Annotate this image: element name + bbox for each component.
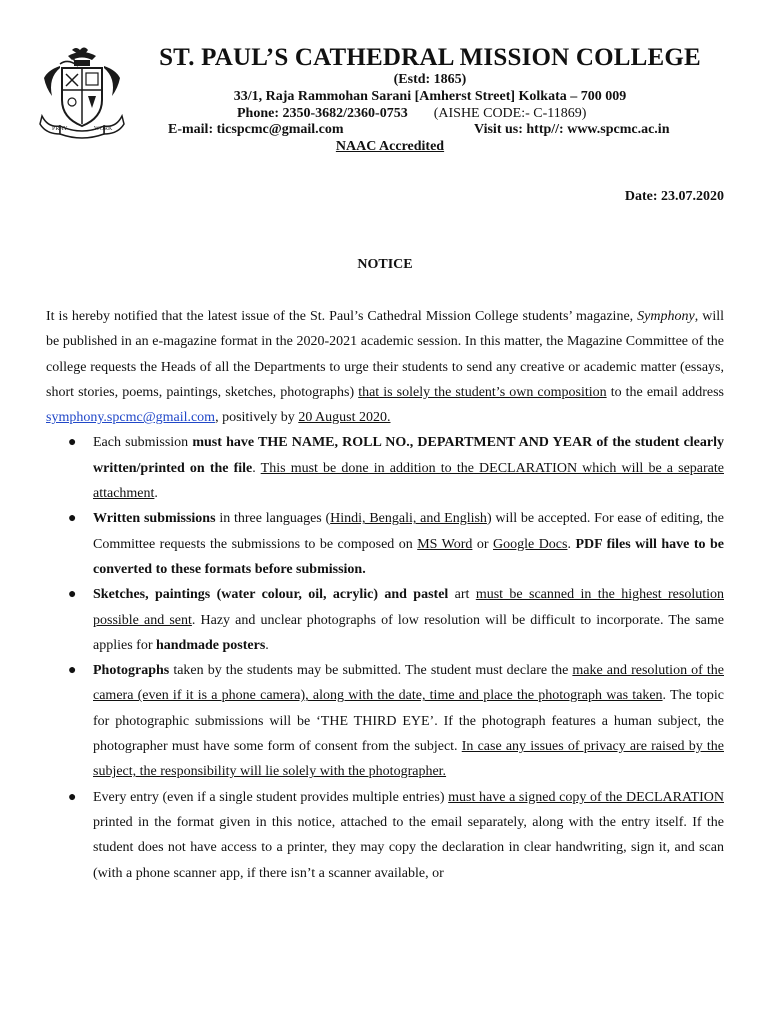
notice-date: Date: 23.07.2020 xyxy=(624,189,724,204)
college-address: 33/1, Raja Rammohan Sarani [Amherst Street] Kolkata – 700 009 xyxy=(233,89,627,104)
naac-label: NAAC Accredited xyxy=(335,139,445,154)
notice-body xyxy=(46,304,724,886)
notice-title: NOTICE xyxy=(357,257,413,272)
college-email: E-mail: ticspcmc@gmail.com xyxy=(168,122,344,137)
solely-own-composition: that is solely the student’s own composition xyxy=(358,384,607,400)
bullet-icon: ● xyxy=(68,789,77,805)
college-website: Visit us: http//: www.spcmc.ac.in xyxy=(474,122,670,137)
established-year: (Estd: 1865) xyxy=(393,72,467,87)
list-item: ● Photographs taken by the students may be submitted. The student must declare the make and resolution of the camera (even if it is a phone camera), along with the date, time and place the photograph was taken. The topic for photographic submissions will be ‘THE THIRD EYE’. If the photograph features a human subject, the photographer must have some form of consent from the subject. In case any issues of privacy are raised by the subject, the responsibility will lie solely with the photographer. xyxy=(46,658,724,784)
aishe-code: (AISHE CODE:- C-11869) xyxy=(433,106,587,121)
bullet-icon: ● xyxy=(68,663,77,679)
motto-left: PRAY xyxy=(52,126,68,132)
submission-guidelines-list xyxy=(46,430,724,885)
list-item: ● Sketches, paintings (water colour, oil, acrylic) and pastel art must be scanned in the highest resolution possible and sent. Hazy and unclear photographs of low resolution will be difficult to incorporate. The same applies for handmade posters. xyxy=(46,582,724,658)
accreditation xyxy=(130,139,650,155)
magazine-name: Symphony xyxy=(637,309,695,324)
deadline-date: 20 August 2020. xyxy=(298,410,391,426)
bullet-icon: ● xyxy=(68,435,77,451)
intro-paragraph: It is hereby notified that the latest issue of the St. Paul’s Cathedral Mission College students’ magazine, Symphony, will be published in an e-magazine format in the 2020-2021 academic session. In this matter, the Magazine Committee of the college requests the Heads of all the Departments to urge their students to send any creative or academic matter (essays, short stories, poems, paintings, sketches, photographs) that is solely the student’s own composition to the email address symphony.spcmc@gmail.com, positively by 20 August 2020. xyxy=(46,309,725,426)
phone-line xyxy=(237,106,586,122)
submission-email-link[interactable]: symphony.spcmc@gmail.com xyxy=(46,410,216,426)
motto-right: WORK xyxy=(94,126,113,132)
bullet-icon: ● xyxy=(68,511,77,527)
phone-numbers: Phone: 2350-3682/2360-0753 xyxy=(237,106,408,121)
bullet-icon: ● xyxy=(68,587,77,603)
list-item: ● Written submissions in three languages (Hindi, Bengali, and English) will be accepted. For ease of editing, the Committee requests the submissions to be composed on MS Word or Google Docs. PDF files will have to be converted to these formats before submission. xyxy=(46,506,724,582)
list-item: ● Every entry (even if a single student provides multiple entries) must have a signed copy of the DECLARATION printed in the format given in this notice, attached to the email separately, along with the entry itself. If the student does not have access to a printer, they may copy the declaration in clear handwriting, sign it, and scan (with a phone scanner app, if there isn’t a scanner available, or xyxy=(46,785,724,886)
list-item: ● Each submission must have THE NAME, ROLL NO., DEPARTMENT AND YEAR of the student clearly written/printed on the file. This must be done in addition to the DECLARATION which will be a separate attachment. xyxy=(46,430,724,506)
college-name: ST. PAUL’S CATHEDRAL MISSION COLLEGE xyxy=(159,44,701,71)
college-crest-logo xyxy=(38,44,126,140)
